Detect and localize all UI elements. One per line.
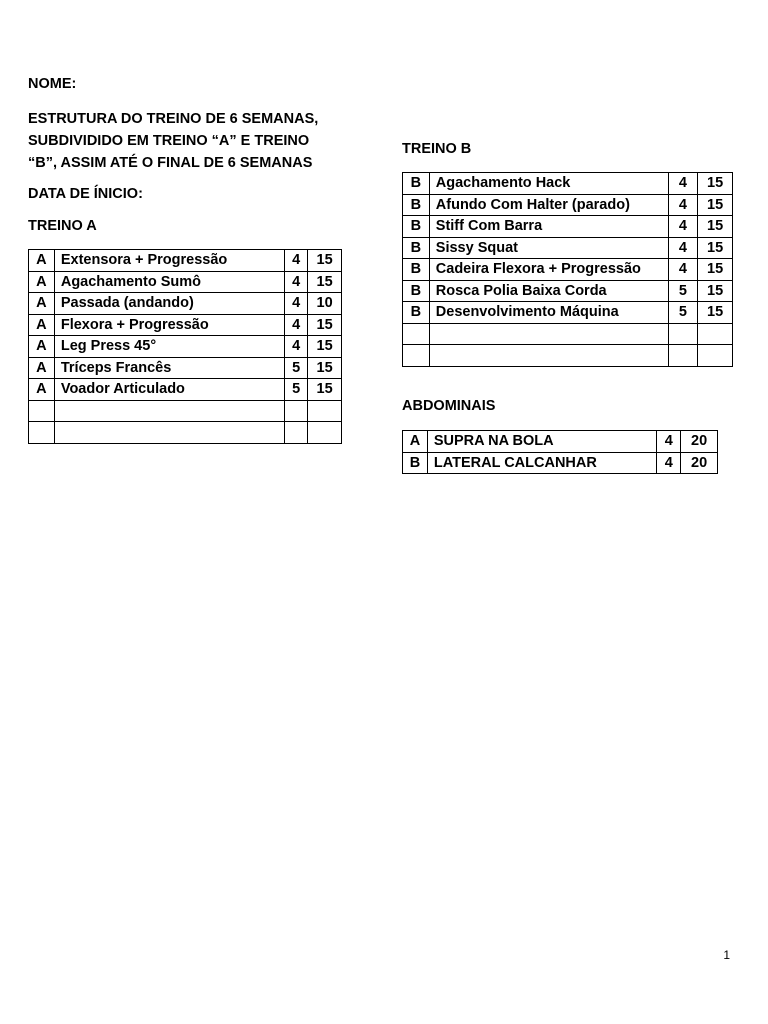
- reps-count: 10: [308, 293, 342, 315]
- reps-count: [308, 400, 342, 422]
- exercise-name: Leg Press 45°: [54, 336, 284, 358]
- reps-count: 15: [698, 280, 733, 302]
- structure-description: [28, 108, 348, 174]
- table-row: [29, 250, 342, 272]
- exercise-name: Agachamento Hack: [429, 173, 668, 195]
- sets-count: 4: [657, 431, 681, 453]
- table-row: [403, 431, 718, 453]
- reps-count: [698, 345, 733, 367]
- sets-count: 4: [657, 452, 681, 474]
- sets-count: 5: [285, 357, 308, 379]
- structure-line: “B”, ASSIM ATÉ O FINAL DE 6 SEMANAS: [28, 155, 313, 171]
- sets-count: 4: [285, 336, 308, 358]
- table-row: [403, 280, 733, 302]
- row-letter: B: [403, 194, 430, 216]
- sets-count: [285, 422, 308, 444]
- reps-count: 15: [698, 216, 733, 238]
- exercise-name: [54, 400, 284, 422]
- exercise-name: LATERAL CALCANHAR: [427, 452, 656, 474]
- row-letter: A: [29, 336, 55, 358]
- reps-count: [308, 422, 342, 444]
- sets-count: 4: [285, 250, 308, 272]
- reps-count: 20: [681, 431, 718, 453]
- exercise-name: Voador Articulado: [54, 379, 284, 401]
- table-row: [29, 271, 342, 293]
- table-row: [403, 323, 733, 345]
- reps-count: 15: [308, 314, 342, 336]
- exercise-name: Afundo Com Halter (parado): [429, 194, 668, 216]
- sets-count: 4: [668, 259, 698, 281]
- exercise-name: Desenvolvimento Máquina: [429, 302, 668, 324]
- reps-count: 15: [308, 271, 342, 293]
- exercise-name: [429, 345, 668, 367]
- row-letter: B: [403, 302, 430, 324]
- table-row: [403, 237, 733, 259]
- name-label: NOME:: [28, 76, 77, 92]
- table-row: [29, 400, 342, 422]
- reps-count: 15: [308, 379, 342, 401]
- table-row: [29, 314, 342, 336]
- structure-line: ESTRUTURA DO TREINO DE 6 SEMANAS,: [28, 111, 319, 127]
- treino-a-table: [28, 249, 342, 444]
- sets-count: 5: [668, 280, 698, 302]
- table-row: [403, 173, 733, 195]
- exercise-name: Tríceps Francês: [54, 357, 284, 379]
- exercise-name: [54, 422, 284, 444]
- sets-count: [668, 345, 698, 367]
- reps-count: 15: [698, 194, 733, 216]
- reps-count: 20: [681, 452, 718, 474]
- row-letter: A: [29, 271, 55, 293]
- exercise-name: Passada (andando): [54, 293, 284, 315]
- sets-count: [285, 400, 308, 422]
- sets-count: [668, 323, 698, 345]
- sets-count: 4: [668, 216, 698, 238]
- row-letter: A: [29, 357, 55, 379]
- abdominais-table: [402, 430, 718, 474]
- row-letter: A: [29, 379, 55, 401]
- row-letter: [403, 345, 430, 367]
- sets-count: 4: [668, 237, 698, 259]
- reps-count: 15: [308, 250, 342, 272]
- reps-count: 15: [308, 336, 342, 358]
- start-date-label: DATA DE ÍNICIO:: [28, 186, 143, 202]
- sets-count: 4: [285, 314, 308, 336]
- row-letter: [29, 400, 55, 422]
- row-letter: [403, 323, 430, 345]
- table-row: [29, 379, 342, 401]
- row-letter: B: [403, 173, 430, 195]
- row-letter: A: [403, 431, 428, 453]
- exercise-name: Rosca Polia Baixa Corda: [429, 280, 668, 302]
- table-row: [403, 194, 733, 216]
- abdominais-title: ABDOMINAIS: [402, 398, 496, 414]
- sets-count: 4: [285, 271, 308, 293]
- sets-count: 5: [668, 302, 698, 324]
- exercise-name: Agachamento Sumô: [54, 271, 284, 293]
- row-letter: B: [403, 216, 430, 238]
- table-row: [29, 293, 342, 315]
- row-letter: [29, 422, 55, 444]
- table-row: [29, 357, 342, 379]
- row-letter: B: [403, 259, 430, 281]
- table-row: [403, 452, 718, 474]
- treino-b-table: [402, 172, 733, 367]
- structure-line: SUBDIVIDIDO EM TREINO “A” E TREINO: [28, 133, 310, 149]
- treino-a-title: TREINO A: [28, 218, 97, 234]
- table-row: [403, 259, 733, 281]
- row-letter: B: [403, 452, 428, 474]
- row-letter: B: [403, 237, 430, 259]
- exercise-name: Sissy Squat: [429, 237, 668, 259]
- page-number: 1: [723, 948, 730, 962]
- reps-count: 15: [308, 357, 342, 379]
- treino-b-title: TREINO B: [402, 141, 472, 157]
- table-row: [403, 216, 733, 238]
- reps-count: [698, 323, 733, 345]
- reps-count: 15: [698, 173, 733, 195]
- exercise-name: Flexora + Progressão: [54, 314, 284, 336]
- table-row: [403, 302, 733, 324]
- reps-count: 15: [698, 302, 733, 324]
- sets-count: 4: [668, 194, 698, 216]
- row-letter: B: [403, 280, 430, 302]
- exercise-name: [429, 323, 668, 345]
- table-row: [29, 336, 342, 358]
- reps-count: 15: [698, 237, 733, 259]
- exercise-name: Cadeira Flexora + Progressão: [429, 259, 668, 281]
- exercise-name: SUPRA NA BOLA: [427, 431, 656, 453]
- exercise-name: Extensora + Progressão: [54, 250, 284, 272]
- row-letter: A: [29, 250, 55, 272]
- row-letter: A: [29, 314, 55, 336]
- sets-count: 4: [285, 293, 308, 315]
- sets-count: 5: [285, 379, 308, 401]
- sets-count: 4: [668, 173, 698, 195]
- row-letter: A: [29, 293, 55, 315]
- table-row: [403, 345, 733, 367]
- table-row: [29, 422, 342, 444]
- exercise-name: Stiff Com Barra: [429, 216, 668, 238]
- reps-count: 15: [698, 259, 733, 281]
